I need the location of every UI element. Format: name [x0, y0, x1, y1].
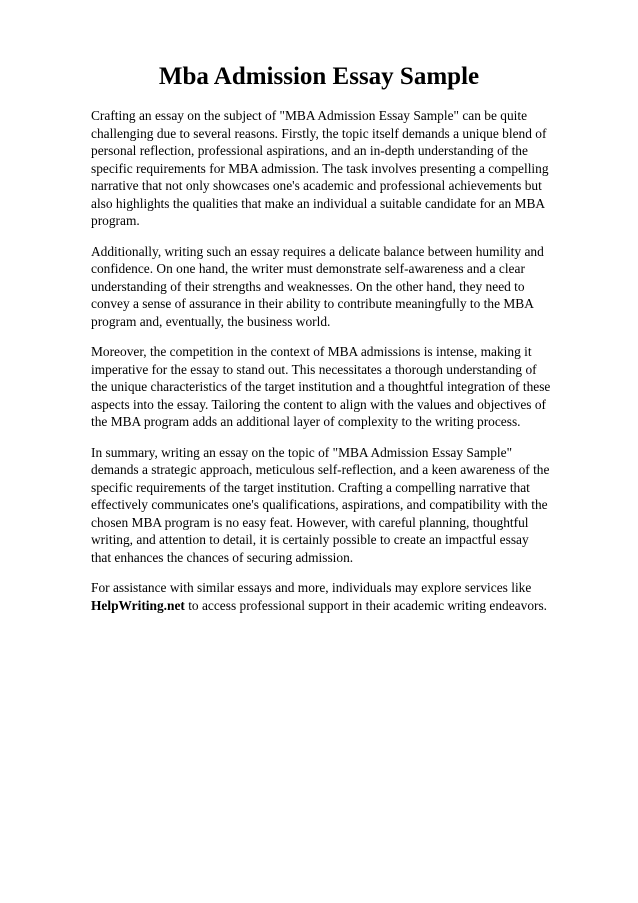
document-body	[91, 107, 551, 627]
closing-lead: For assistance with similar essays and more, individuals may explore services like	[91, 580, 532, 595]
closing-tail: to access professional support in their academic writing endeavors.	[184, 597, 548, 613]
paragraph-closing	[91, 579, 551, 614]
paragraph-intro: Crafting an essay on the subject of "MBA Admission Essay Sample" can be quite challenging due to several reasons. Firstly, the topic itself demands a unique blend of personal reflection, professional aspirations, and an in-depth understanding of the specific requirements for MBA admission. The task involves presenting a compelling narrative that not only showcases one's academic and professional achievements but also highlights the qualities that make an individual a suitable candidate for an MBA program.	[91, 108, 549, 228]
paragraph-competition: Moreover, the competition in the context of MBA admissions is intense, making it imperative for the essay to stand out. This necessitates a thorough understanding of the unique characteristics of the target institution and a thoughtful integration of these aspects into the essay. Tailoring the content to align with the values and objectives of the MBA program adds an additional layer of complexity to the writing process.	[91, 344, 551, 429]
paragraph-summary: In summary, writing an essay on the topic of "MBA Admission Essay Sample" demands a strategic approach, meticulous self-reflection, and a keen awareness of the specific requirements of the target institution. Crafting a compelling narrative that effectively communicates one's qualifications, aspirations, and compatibility with the chosen MBA program is no easy feat. However, with careful planning, thoughtful writing, and attention to detail, it is certainly possible to create an impactful essay that enhances the chances of securing admission.	[91, 444, 550, 565]
helpwriting-brand: HelpWriting.net	[91, 597, 185, 613]
document-title: Mba Admission Essay Sample	[158, 63, 480, 90]
paragraph-balance: Additionally, writing such an essay requires a delicate balance between humility and confidence. On one hand, the writer must demonstrate self-awareness and a clear understanding of their strengths and weaknesses. On the other hand, they need to convey a sense of assurance in their ability to contribute meaningfully to the MBA program and, eventually, the business world.	[91, 243, 544, 329]
